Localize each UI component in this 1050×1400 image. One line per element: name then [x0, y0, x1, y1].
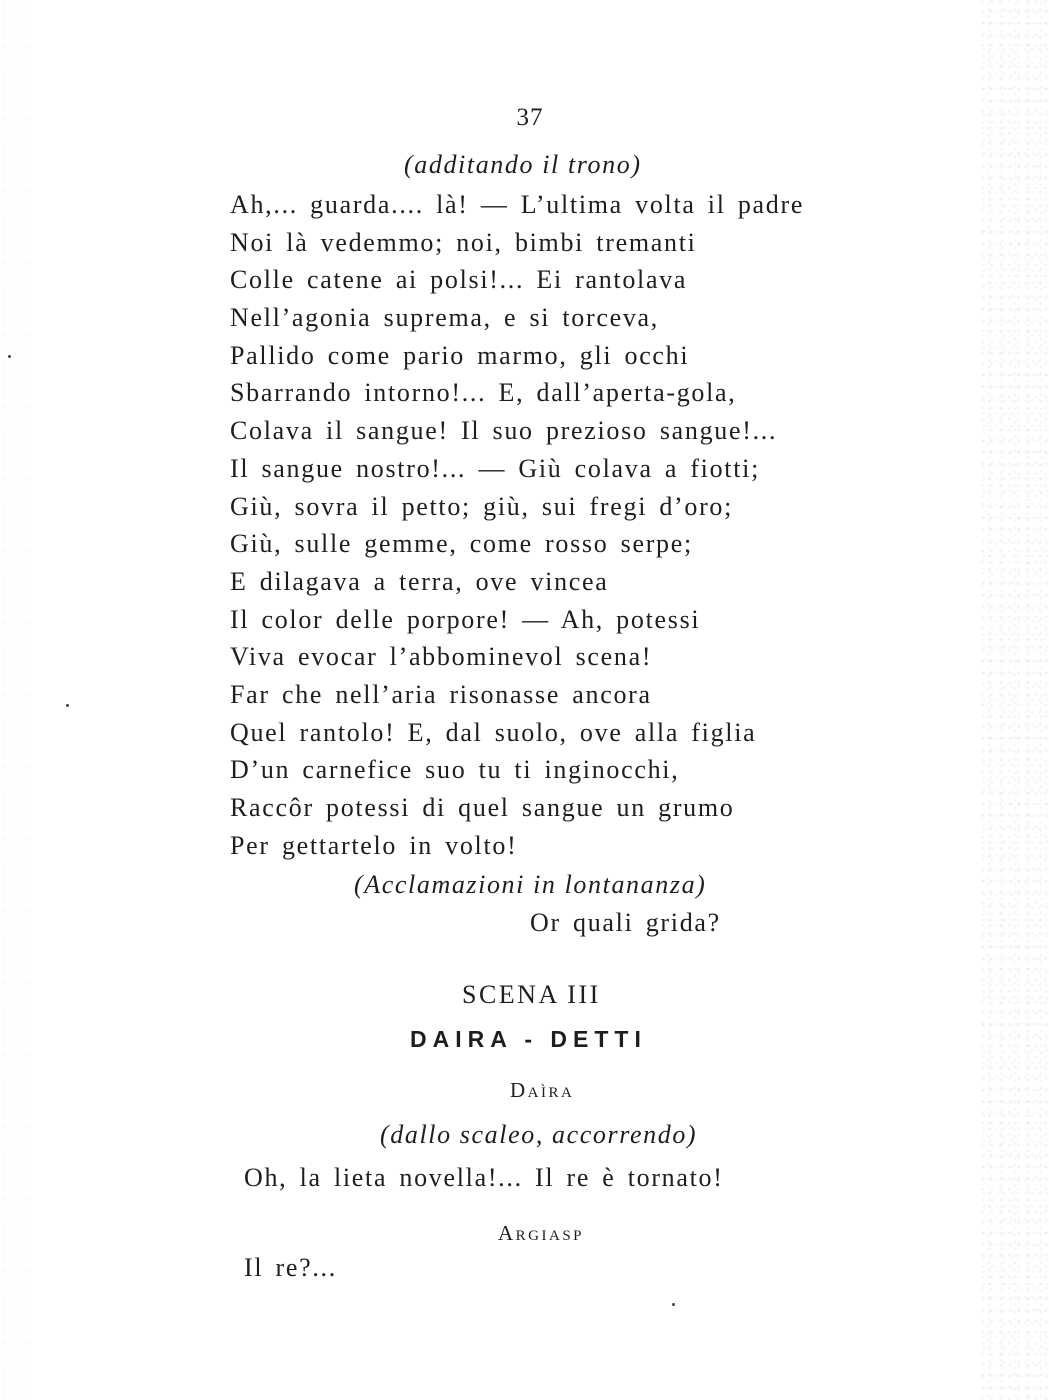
verse-line: Quel rantolo! E, dal suolo, ove alla figlia — [230, 717, 757, 747]
verse-line: Colle catene ai polsi!... Ei rantolava — [230, 265, 688, 295]
verse-line: Giù, sulle gemme, come rosso serpe; — [230, 529, 693, 559]
scene-title: SCENA III — [462, 980, 601, 1009]
stage-direction: (additando il trono) — [404, 150, 642, 179]
speaker-name: Argiasp — [498, 1221, 585, 1245]
speaker-name: Daìra — [510, 1078, 575, 1102]
verse-line: Nell’agonia suprema, e si torceva, — [230, 303, 659, 333]
verse-line: Per gettartelo in volto! — [230, 830, 518, 860]
scan-edge-noise — [980, 0, 1050, 1400]
scan-edge-noise-left — [0, 0, 30, 1400]
verse-line: Sbarrando intorno!... E, dall’aperta-gola, — [230, 378, 737, 408]
verse-line: Noi là vedemmo; noi, bimbi tremanti — [230, 227, 697, 257]
ink-speck — [66, 704, 69, 707]
dialogue-line: Oh, la lieta novella!... Il re è tornato! — [244, 1163, 724, 1192]
verse-line: Il sangue nostro!... — Giù colava a fiotti; — [230, 453, 760, 483]
verse-line: Pallido come pario marmo, gli occhi — [230, 340, 690, 370]
ink-speck — [8, 355, 11, 358]
stage-direction: (Acclamazioni in lontananza) — [354, 870, 707, 899]
scene-cast: DAIRA - DETTI — [410, 1026, 647, 1052]
verse-line: Ah,... guarda.... là! — L’ultima volta il padre — [230, 190, 805, 219]
ink-speck — [672, 1303, 675, 1306]
verse-line: D’un carnefice suo tu ti inginocchi, — [230, 755, 680, 785]
stage-direction: (dallo scaleo, accorrendo) — [380, 1120, 698, 1149]
verse-line: Giù, sovra il petto; giù, sui fregi d’oro; — [230, 491, 734, 521]
verse-block — [230, 186, 804, 864]
verse-line: E dilagava a terra, ove vincea — [230, 566, 609, 596]
dialogue-line: Il re?... — [244, 1253, 337, 1282]
verse-line: Raccôr potessi di quel sangue un grumo — [230, 793, 735, 822]
verse-line: Viva evocar l’abbominevol scena! — [230, 642, 653, 672]
verse-line: Il color delle porpore! — Ah, potessi — [230, 604, 701, 634]
page-number: 37 — [516, 104, 544, 131]
verse-continuation: Or quali grida? — [530, 908, 721, 937]
verse-line: Far che nell’aria risonasse ancora — [230, 679, 652, 709]
verse-line: Colava il sangue! Il suo prezioso sangue!... — [230, 416, 778, 446]
